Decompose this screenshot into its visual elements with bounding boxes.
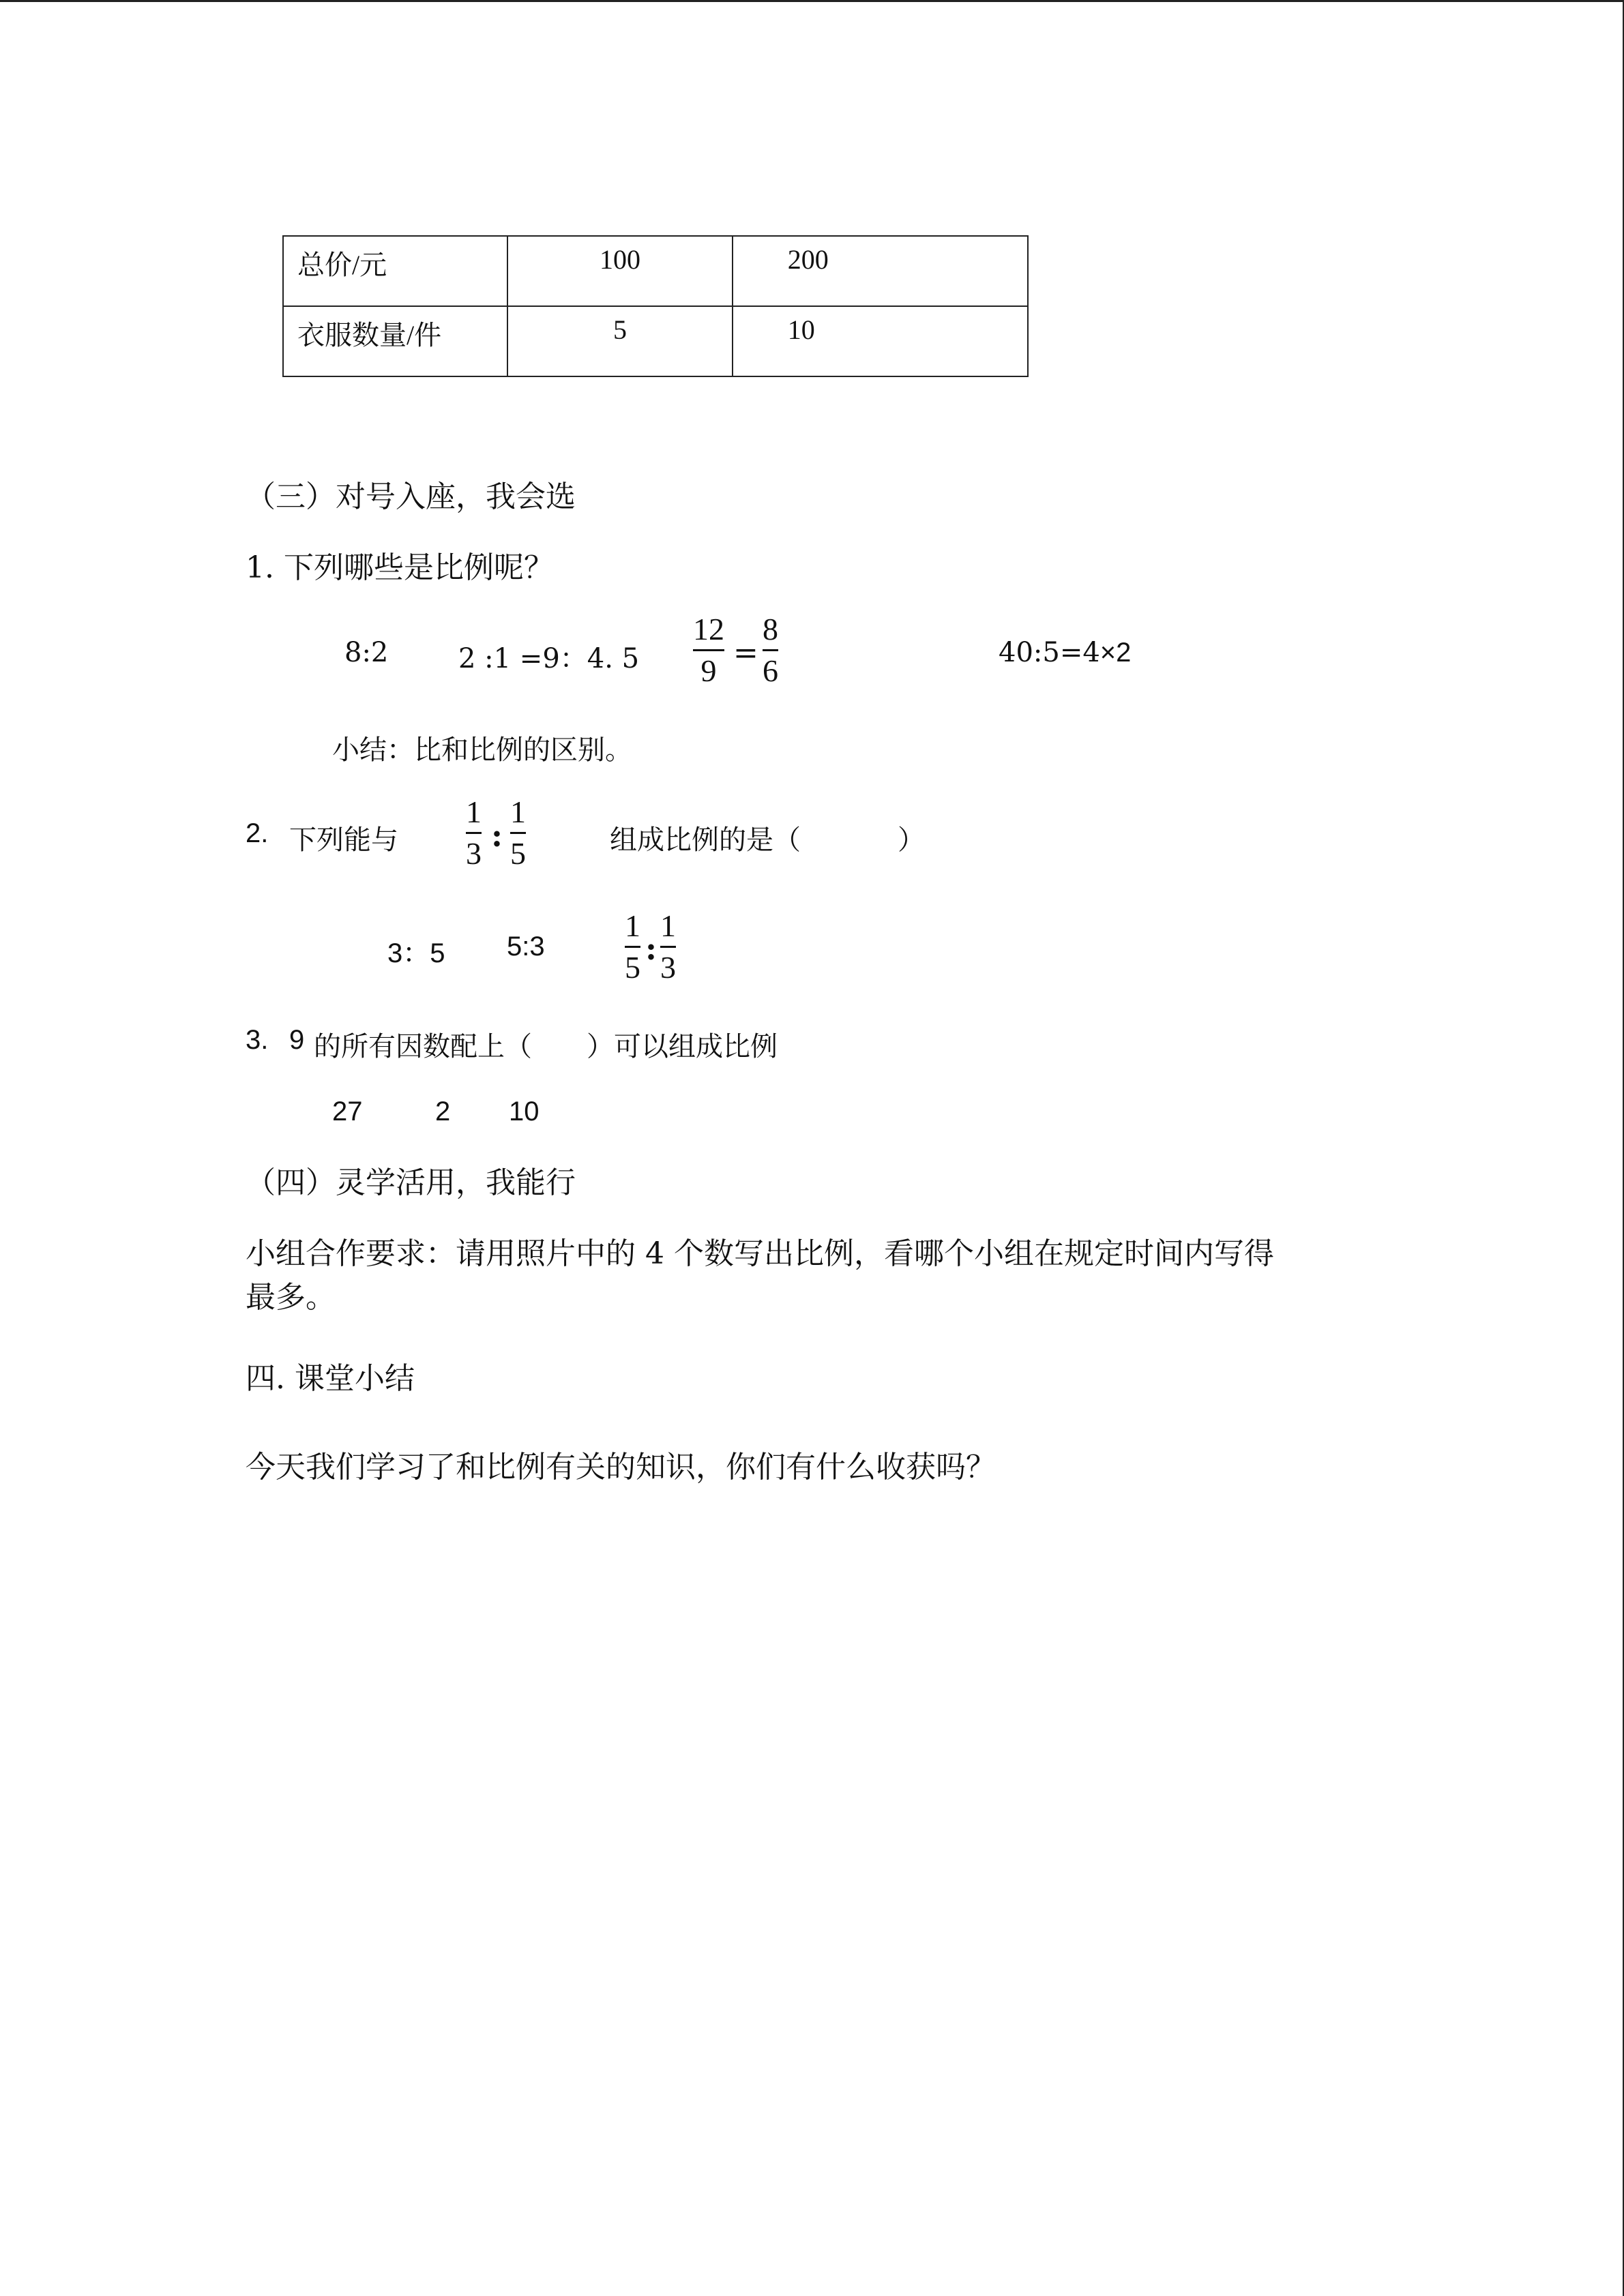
- table-cell-value: 10: [733, 306, 1028, 376]
- q3-option-c: 10: [509, 1097, 540, 1127]
- fraction-denominator: 3: [466, 836, 482, 871]
- table-cell-label: 衣服数量/件: [283, 306, 507, 376]
- q1-option-d-multiplier: ×2: [1099, 638, 1132, 668]
- q1-equals-sign: =: [733, 636, 758, 670]
- section4-heading: （四）灵学活用，我能行: [246, 1165, 576, 1200]
- q1-fraction-right: [763, 614, 778, 687]
- q2-option-c-fraction-left: [625, 910, 640, 983]
- fraction-numerator: 1: [660, 908, 676, 943]
- fraction-denominator: 5: [625, 950, 640, 985]
- table-row: [283, 306, 1028, 376]
- fraction-denominator: 9: [700, 653, 717, 688]
- q2-option-c-colon: :: [645, 930, 657, 967]
- table-cell-value: 5: [507, 306, 732, 376]
- fraction-numerator: 1: [625, 908, 640, 943]
- q1-option-d: [999, 637, 1131, 668]
- table-cell-label: 总价/元: [283, 236, 507, 306]
- fraction-bar: [693, 649, 724, 651]
- summary-heading: 四. 课堂小结: [246, 1361, 415, 1396]
- fraction-numerator: 8: [763, 612, 778, 646]
- fraction-numerator: 12: [693, 612, 724, 646]
- fraction-bar: [466, 832, 482, 834]
- q3-nine: 9: [289, 1025, 305, 1055]
- q1-option-a: 8:2: [344, 637, 389, 668]
- q1-option-b: 2 :1 =9：4. 5: [458, 643, 640, 674]
- fraction-denominator: 5: [510, 836, 526, 871]
- summary-text: 今天我们学习了和比例有关的知识，你们有什么收获吗？: [246, 1450, 996, 1485]
- q1-option-d-expression: 40:5=4: [999, 637, 1100, 668]
- q3-option-b: 2: [435, 1097, 451, 1127]
- fraction-bar: [660, 946, 676, 948]
- q3-text: 的所有因数配上（ ）可以组成比例: [314, 1031, 778, 1062]
- fraction-numerator: 1: [466, 794, 482, 829]
- q1-fraction-left: [693, 614, 724, 687]
- table-cell-value: 200: [733, 236, 1028, 306]
- q3-number: 3.: [246, 1025, 269, 1055]
- price-quantity-table: [282, 235, 1029, 377]
- page-top-border: [0, 0, 1624, 2]
- q2-close-bracket: ）: [898, 824, 925, 856]
- fraction-bar: [763, 649, 778, 651]
- section4-task-line1: 小组合作要求：请用照片中的 4 个数写出比例，看哪个小组在规定时间内写得: [246, 1236, 1274, 1271]
- q2-number: 2.: [246, 818, 269, 848]
- q2-option-a: 3：5: [387, 938, 445, 968]
- q1-question: 1. 下列哪些是比例呢？: [246, 550, 554, 585]
- q2-option-b: 5:3: [507, 931, 545, 961]
- section3-heading: （三）对号入座，我会选: [246, 479, 576, 514]
- section4-task-line2: 最多。: [246, 1280, 336, 1315]
- q3-option-a: 27: [332, 1097, 363, 1127]
- q2-ratio-colon: :: [491, 817, 503, 854]
- fraction-numerator: 1: [510, 794, 526, 829]
- fraction-bar: [510, 832, 526, 834]
- fraction-bar: [625, 946, 640, 948]
- q2-ratio-fraction-left: [466, 796, 482, 869]
- q1-summary: 小结：比和比例的区别。: [332, 734, 632, 766]
- q2-text-before: 下列能与: [289, 824, 398, 856]
- q2-text-after: 组成比例的是（: [610, 824, 801, 856]
- fraction-denominator: 3: [660, 950, 676, 985]
- fraction-denominator: 6: [763, 653, 778, 688]
- table-row: [283, 236, 1028, 306]
- q2-ratio-fraction-right: [510, 796, 526, 869]
- q2-option-c-fraction-right: [660, 910, 676, 983]
- table-cell-value: 100: [507, 236, 732, 306]
